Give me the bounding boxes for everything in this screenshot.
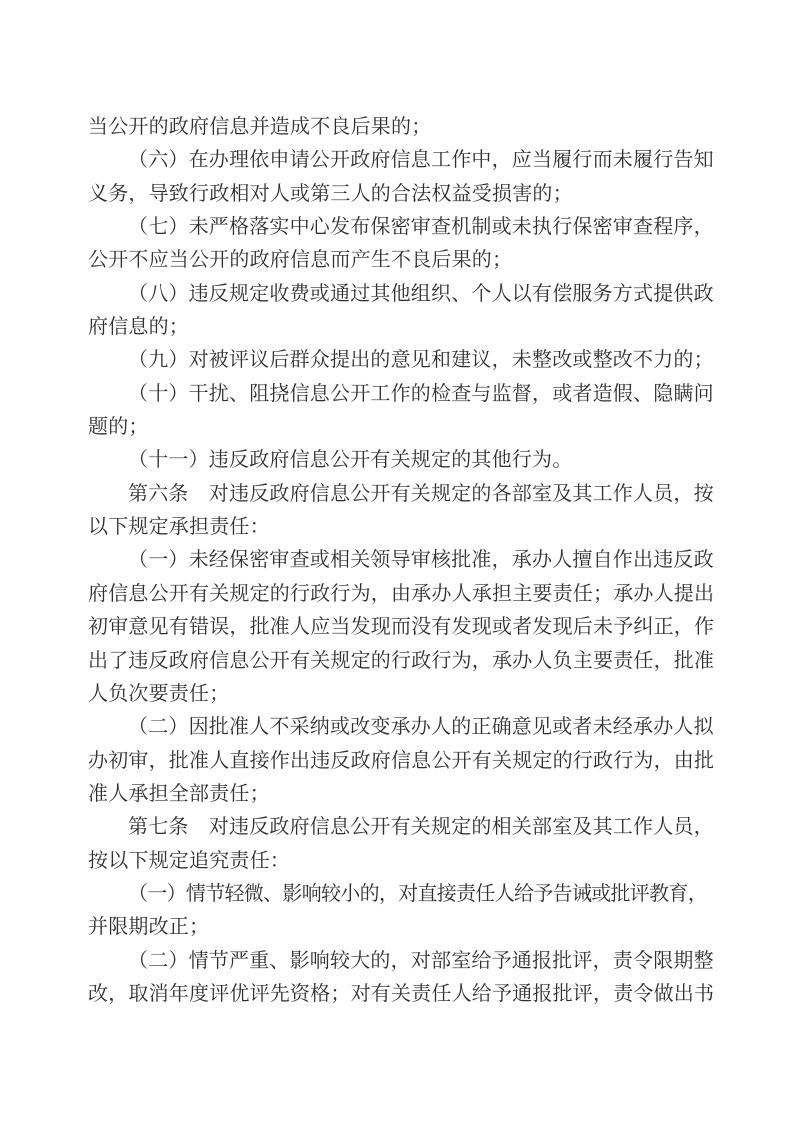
text-line: （八）违反规定收费或通过其他组织、个人以有偿服务方式提供政 <box>128 282 714 305</box>
text-line: 第六条 对违反政府信息公开有关规定的各部室及其工作人员，按 <box>128 482 714 505</box>
text-line: 改，取消年度评优评先资格；对有关责任人给予通报批评，责令做出书 <box>88 982 715 1005</box>
text-line: 第七条 对违反政府信息公开有关规定的相关部室及其工作人员， <box>128 816 714 839</box>
text-line: 人负次要责任； <box>88 682 230 705</box>
text-line: （十）干扰、阻挠信息公开工作的检查与监督，或者造假、隐瞒问 <box>128 382 714 405</box>
text-line: （九）对被评议后群众提出的意见和建议，未整改或整改不力的； <box>128 349 714 372</box>
text-line: （一）未经保密审查或相关领导审核批准，承办人擅自作出违反政 <box>128 549 714 572</box>
text-line: 并限期改正； <box>88 916 210 939</box>
text-line: 义务，导致行政相对人或第三人的合法权益受损害的； <box>88 182 573 205</box>
text-line: 以下规定承担责任： <box>88 516 270 539</box>
text-line: （二）因批准人不采纳或改变承办人的正确意见或者未经承办人拟 <box>128 716 714 739</box>
text-line: 办初审，批准人直接作出违反政府信息公开有关规定的行政行为，由批 <box>88 749 715 772</box>
text-line: 按以下规定追究责任： <box>88 849 290 872</box>
text-line: （二）情节严重、影响较大的，对部室给予通报批评，责令限期整 <box>128 949 714 972</box>
text-line: 府信息公开有关规定的行政行为，由承办人承担主要责任；承办人提出 <box>88 582 715 605</box>
text-line: 初审意见有错误，批准人应当发现而没有发现或者发现后未予纠正，作 <box>88 616 715 639</box>
text-line: 当公开的政府信息并造成不良后果的； <box>88 116 432 138</box>
text-line: 准人承担全部责任； <box>88 782 270 805</box>
text-line: 题的； <box>88 416 149 439</box>
text-line: （十一）违反政府信息公开有关规定的其他行为。 <box>128 449 573 472</box>
text-line: 公开不应当公开的政府信息而产生不良后果的； <box>88 249 513 272</box>
text-line: 出了违反政府信息公开有关规定的行政行为，承办人负主要责任，批准 <box>88 649 715 672</box>
document-text-block <box>88 111 715 1011</box>
text-line: （七）未严格落实中心发布保密审查机制或未执行保密审查程序， <box>128 216 714 239</box>
text-line: 府信息的； <box>88 316 189 339</box>
text-line: （一）情节轻微、影响较小的，对直接责任人给予告诫或批评教育， <box>128 882 707 905</box>
text-line: （六）在办理依申请公开政府信息工作中，应当履行而未履行告知 <box>128 149 714 172</box>
